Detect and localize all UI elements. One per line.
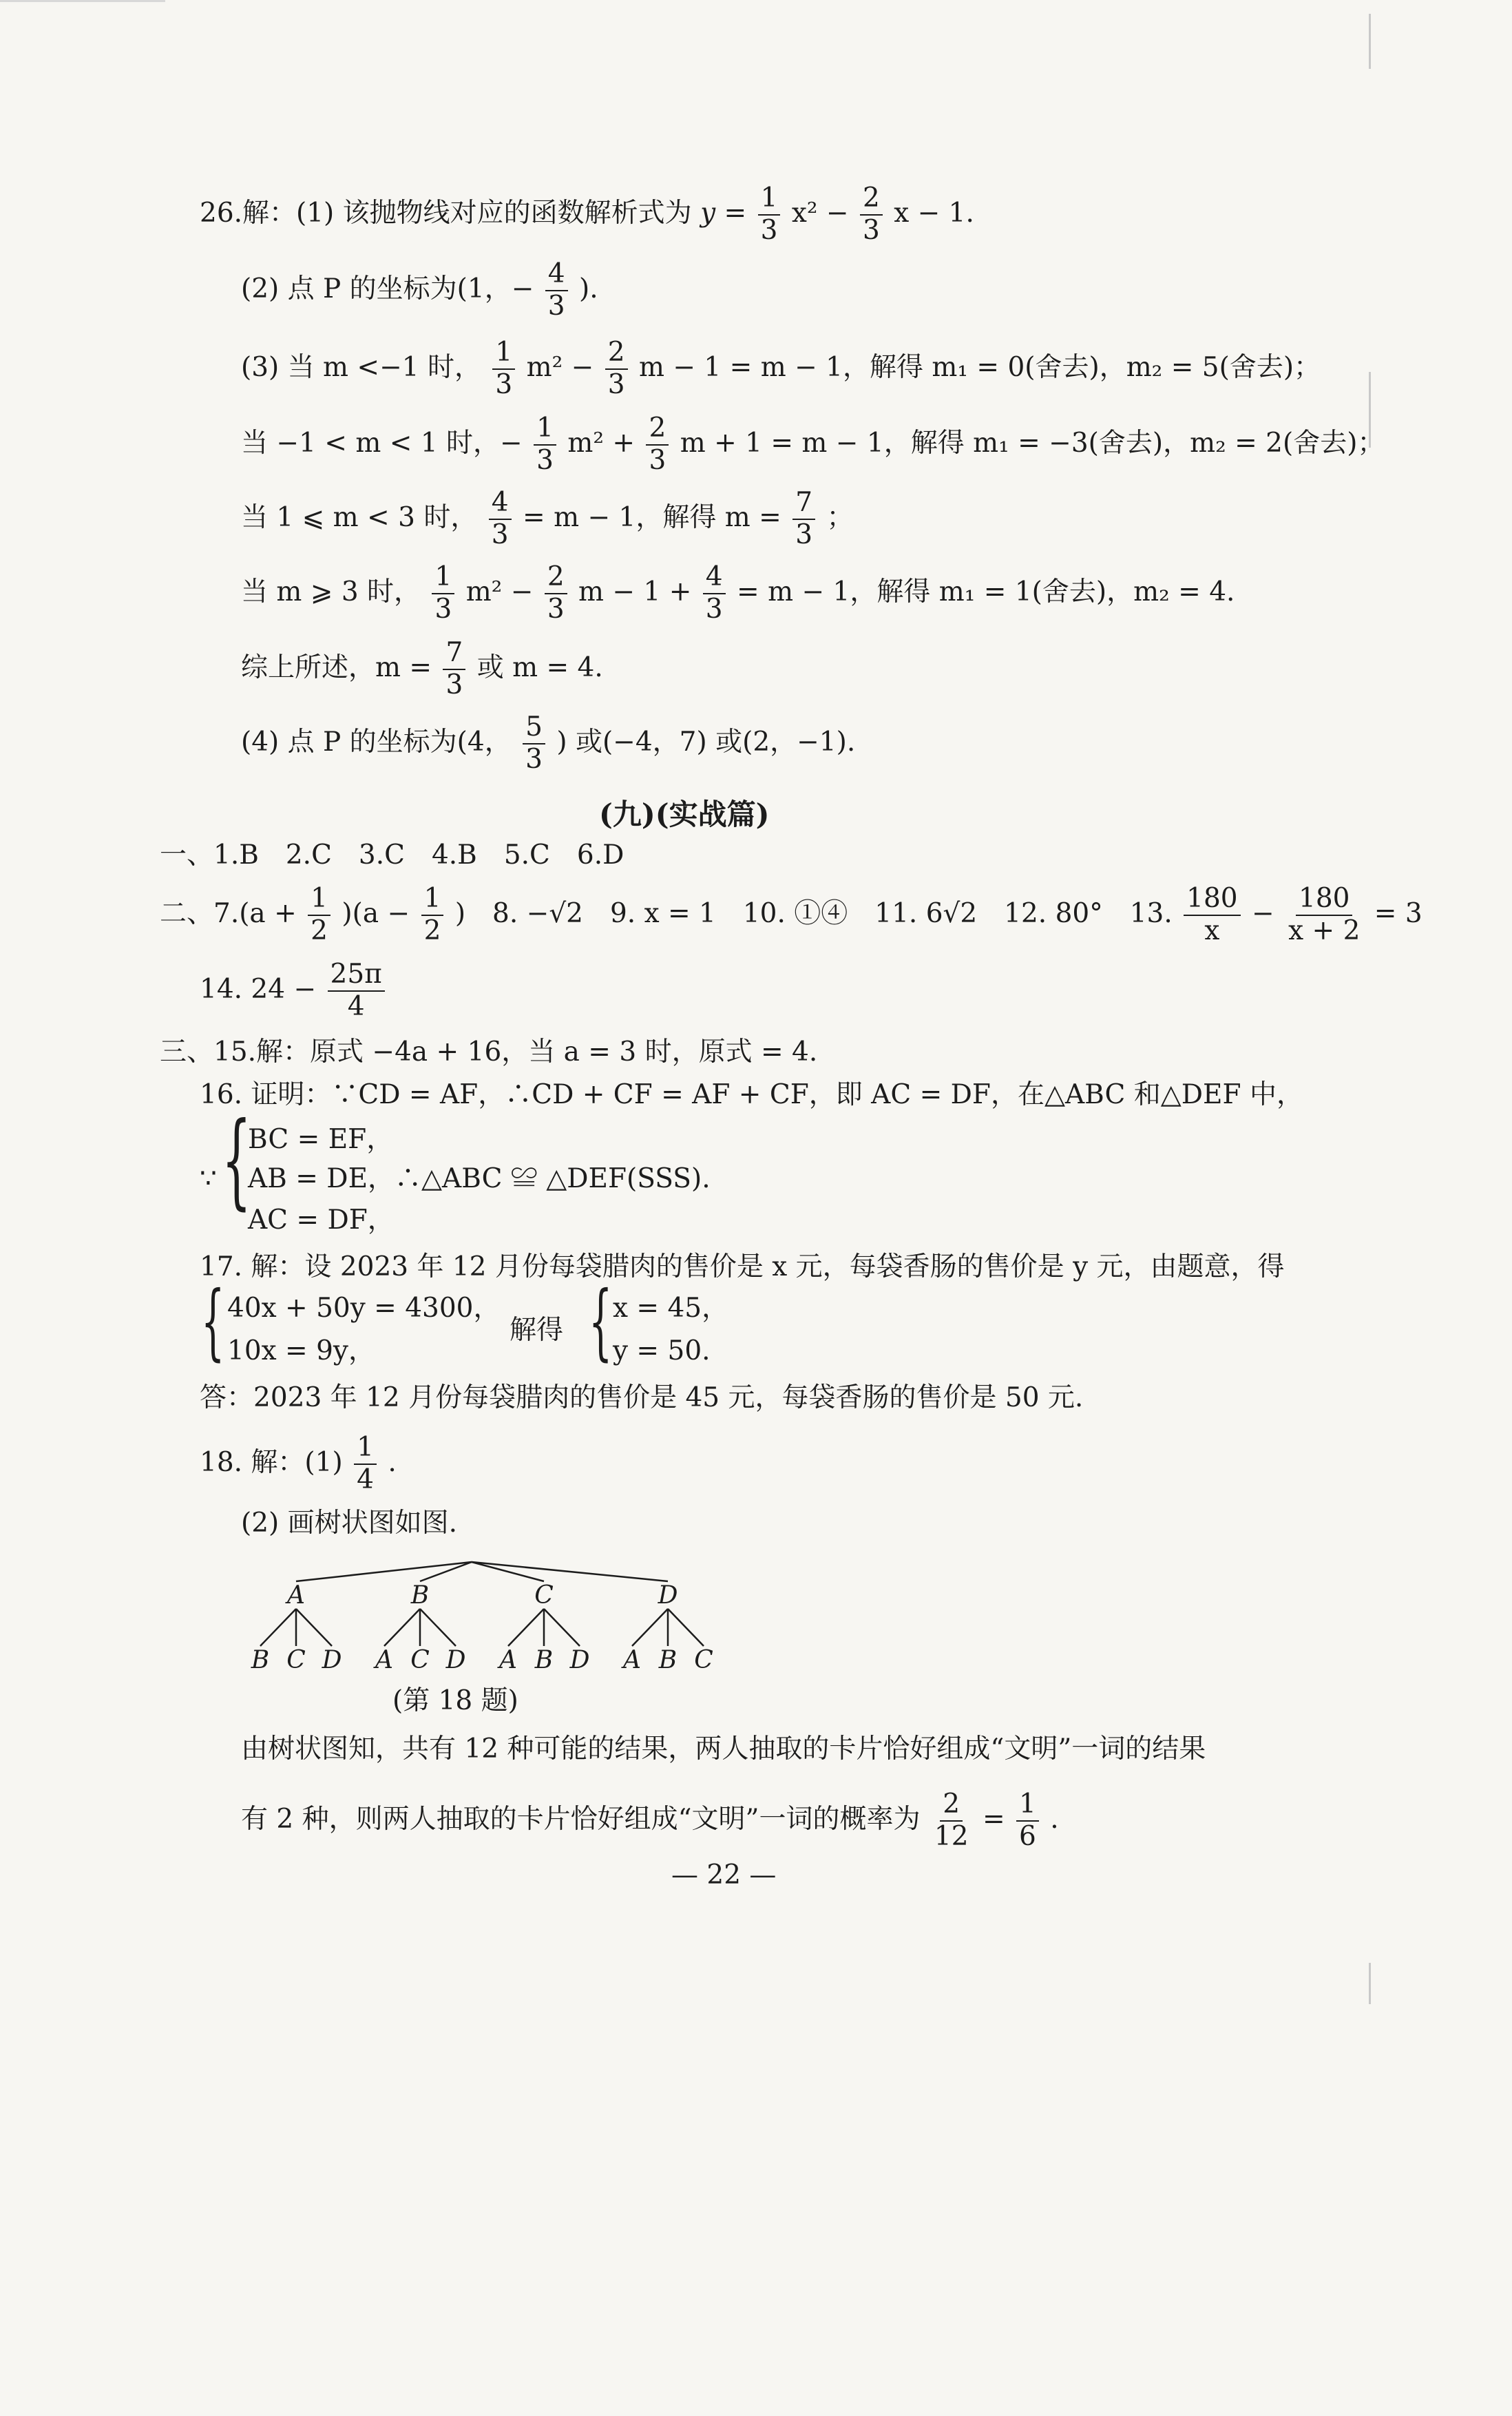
tree-leaf-label: C bbox=[694, 1646, 713, 1674]
q17-system-2: 10x = 9y， bbox=[227, 1335, 375, 1366]
fraction: $\frac{25\pi}{4}$ bbox=[328, 961, 385, 1021]
fraction: $\frac{7}{3}$ bbox=[792, 489, 815, 550]
q17-result-1: x = 45， bbox=[613, 1293, 729, 1324]
tree-node-label: B bbox=[410, 1581, 430, 1610]
tree-leaf-label: A bbox=[499, 1646, 517, 1674]
tree-branch bbox=[632, 1609, 668, 1646]
part2-line-1: 二、7.(a + $\frac{1}{2}$ )(a − $\frac{1}{2}$ ) 8. −√2 9. x = 1 10. ①④ 11. 6√2 12. 80° 13. $\frac{180}{x}$ − $\frac{180}{x + 2}$ = 3 bbox=[160, 883, 1422, 946]
tree-leaf-label: D bbox=[322, 1646, 342, 1674]
tree-node-label: C bbox=[534, 1581, 554, 1610]
fraction: $\frac{5}{3}$ bbox=[523, 714, 545, 774]
fraction: $\frac{1}{3}$ bbox=[758, 185, 781, 245]
fraction: $\frac{1}{4}$ bbox=[354, 1434, 377, 1495]
q16-line-1: 16. 证明：∵CD = AF，∴CD + CF = AF + CF，即 AC = DF，在△ABC 和△DEF 中， bbox=[200, 1079, 1303, 1110]
q17-system-1: 40x + 50y = 4300， bbox=[227, 1293, 501, 1324]
q18-line-1: 18. 解：(1) $\frac{1}{4}$ . bbox=[200, 1432, 397, 1495]
fraction: $\frac{180}{x + 2}$ bbox=[1288, 883, 1361, 946]
tree-diagram bbox=[227, 1550, 723, 1680]
tree-leaf-label: D bbox=[569, 1646, 590, 1674]
tree-branch bbox=[384, 1609, 420, 1646]
fraction: $\frac{4}{3}$ bbox=[489, 489, 512, 550]
q16-row-1: BC = EF， bbox=[248, 1124, 394, 1155]
fraction: $\frac{1}{2}$ bbox=[421, 885, 444, 946]
section-title: (九)(实战篇) bbox=[599, 798, 770, 831]
fraction: $\frac{2}{3}$ bbox=[605, 339, 628, 399]
fraction: $\frac{2}{12}$ bbox=[934, 1789, 969, 1852]
q26-line-1: 26.解：(1) 该抛物线对应的函数解析式为 y = $\frac{1}{3}$ x² − $\frac{2}{3}$ x − 1. bbox=[200, 183, 974, 246]
fraction: $\frac{180}{x}$ bbox=[1184, 885, 1240, 946]
fraction: $\frac{1}{6}$ bbox=[1016, 1791, 1039, 1851]
part2-line-2: 14. 24 − $\frac{25\pi}{4}$ bbox=[200, 961, 388, 1021]
tree-branch bbox=[472, 1562, 668, 1581]
q26-line-6: 当 m ⩾ 3 时， $\frac{1}{3}$ m² − $\frac{2}{3}$ m − 1 + $\frac{4}{3}$ = m − 1，解得 m₁ = 1(舍去)，m₂ = 4. bbox=[241, 561, 1235, 625]
tree-branch bbox=[420, 1609, 456, 1646]
tree-branch bbox=[668, 1609, 704, 1646]
page-number: — 22 — bbox=[671, 1860, 777, 1891]
tree-branch bbox=[508, 1609, 544, 1646]
tree-leaf-label: A bbox=[623, 1646, 641, 1674]
tree-branch bbox=[544, 1609, 580, 1646]
fraction: $\frac{4}{3}$ bbox=[545, 260, 568, 321]
tree-leaf-label: A bbox=[375, 1646, 393, 1674]
q16-row-3: AC = DF， bbox=[248, 1205, 395, 1236]
part1-answers: 一、1.B 2.C 3.C 4.B 5.C 6.D bbox=[160, 840, 624, 871]
q26-line-2: (2) 点 P 的坐标为(1，− $\frac{4}{3}$ ). bbox=[241, 258, 598, 322]
tree-leaf-label: D bbox=[445, 1646, 466, 1674]
q26-line-3: (3) 当 m <−1 时， $\frac{1}{3}$ m² − $\frac{2}{3}$ m − 1 = m − 1，解得 m₁ = 0(舍去)，m₂ = 5(舍去)； bbox=[241, 337, 1321, 400]
fraction: $\frac{1}{2}$ bbox=[308, 885, 330, 946]
tree-branch bbox=[296, 1609, 332, 1646]
scan-edge-mark bbox=[1369, 14, 1371, 69]
q16-brace: { bbox=[222, 1101, 251, 1220]
q17-line-1: 17. 解：设 2023 年 12 月份每袋腊肉的售价是 x 元，每袋香肠的售价是 y 元，由题意，得 bbox=[200, 1251, 1285, 1282]
tree-leaf-label: C bbox=[286, 1646, 306, 1674]
fraction: $\frac{7}{3}$ bbox=[443, 639, 465, 700]
fraction: $\frac{2}{3}$ bbox=[646, 415, 669, 475]
q16-row-2: AB = DE，∴△ABC ≌ △DEF(SSS). bbox=[248, 1163, 711, 1194]
fraction: $\frac{1}{3}$ bbox=[492, 339, 515, 399]
tree-node-label: A bbox=[287, 1581, 305, 1610]
fraction: $\frac{4}{3}$ bbox=[703, 563, 726, 624]
fraction: $\frac{2}{3}$ bbox=[860, 185, 883, 245]
q15-line: 三、15.解：原式 −4a + 16，当 a = 3 时，原式 = 4. bbox=[160, 1037, 818, 1068]
q26-line-8: (4) 点 P 的坐标为(4， $\frac{5}{3}$ ) 或(−4，7) 或(2，−1). bbox=[241, 711, 856, 775]
fraction: $\frac{2}{3}$ bbox=[545, 563, 567, 624]
q26-line-5: 当 1 ⩽ m < 3 时， $\frac{4}{3}$ = m − 1，解得 m = $\frac{7}{3}$ ； bbox=[241, 487, 854, 550]
scan-edge-mark bbox=[0, 0, 165, 2]
tree-leaf-label: B bbox=[534, 1646, 554, 1674]
tree-branch bbox=[260, 1609, 296, 1646]
tree-node-label: D bbox=[658, 1581, 678, 1610]
q17-brace-left: { bbox=[201, 1274, 225, 1370]
fraction: $\frac{1}{3}$ bbox=[432, 563, 454, 624]
q16-because: ∵ bbox=[200, 1163, 217, 1194]
q18-line-3: 由树状图知，共有 12 种可能的结果，两人抽取的卡片恰好组成“文明”一词的结果 bbox=[241, 1733, 1206, 1764]
q17-result-2: y = 50. bbox=[613, 1335, 711, 1366]
q17-brace-right: { bbox=[589, 1274, 613, 1370]
tree-leaf-label: B bbox=[658, 1646, 678, 1674]
scan-edge-mark bbox=[1369, 1963, 1371, 2004]
q17-answer: 答：2023 年 12 月份每袋腊肉的售价是 45 元，每袋香肠的售价是 50 元. bbox=[200, 1382, 1084, 1413]
tree-leaf-label: B bbox=[251, 1646, 270, 1674]
tree-leaf-label: C bbox=[410, 1646, 430, 1674]
q26-line-7: 综上所述，m = $\frac{7}{3}$ 或 m = 4. bbox=[241, 637, 603, 700]
fraction: $\frac{1}{3}$ bbox=[534, 415, 556, 475]
q18-line-4: 有 2 种，则两人抽取的卡片恰好组成“文明”一词的概率为 $\frac{2}{12}$ = $\frac{1}{6}$ . bbox=[241, 1789, 1059, 1852]
q17-solve-label: 解得 bbox=[510, 1315, 564, 1346]
q26-line-4: 当 −1 < m < 1 时，− $\frac{1}{3}$ m² + $\frac{2}{3}$ m + 1 = m − 1，解得 m₁ = −3(舍去)，m₂ = 2(舍去)； bbox=[241, 413, 1385, 476]
q18-line-2: (2) 画树状图如图. bbox=[241, 1508, 458, 1539]
tree-caption: (第 18 题) bbox=[392, 1685, 518, 1716]
